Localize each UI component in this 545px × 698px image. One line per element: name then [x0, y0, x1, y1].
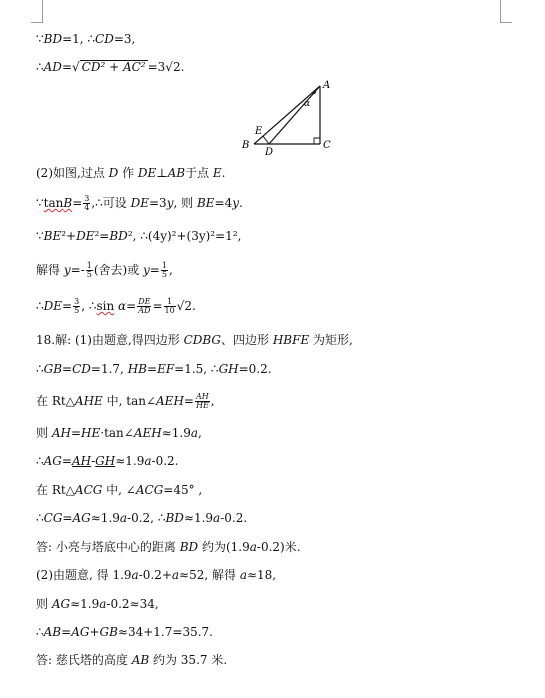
var: EF [157, 362, 175, 376]
var: ACG [74, 483, 103, 497]
line-cg-bd [36, 511, 247, 525]
text: ∵ [36, 196, 44, 210]
text: ∵ [36, 229, 44, 243]
var: DE [137, 166, 157, 180]
label-b: B [242, 140, 250, 151]
text: -0.2. [151, 454, 179, 468]
text: 则 [36, 597, 52, 611]
var: GH [218, 362, 239, 376]
text: ², ∴(4y)²+(3y)²=1², [127, 229, 242, 243]
var: DE [76, 229, 95, 243]
var: a [213, 511, 221, 525]
line-ag-value [36, 597, 159, 611]
text: 中, ∠ [102, 483, 136, 497]
var: DE [130, 196, 149, 210]
var: GB [99, 625, 118, 639]
text: (舍去)或 [93, 263, 144, 277]
denominator: 10 [164, 306, 175, 315]
denominator: 5 [161, 270, 167, 279]
var: B [63, 196, 73, 210]
text: ∴ [36, 362, 44, 376]
var: CG [43, 511, 63, 525]
text: =3 [149, 196, 167, 210]
line-answer-2 [36, 653, 227, 667]
text: √2. [176, 299, 196, 313]
line-ag [36, 454, 178, 468]
text: = [70, 263, 81, 277]
text: -0.2. [220, 511, 248, 525]
denominator: 5 [74, 306, 80, 315]
var: BD [179, 540, 199, 554]
var: AG [51, 597, 71, 611]
fraction [164, 298, 176, 315]
var: AB [43, 625, 62, 639]
text: = [61, 454, 72, 468]
text: ²= [94, 229, 110, 243]
text: ∴ [36, 60, 44, 74]
text: ⊥ [156, 166, 168, 180]
var: a [190, 426, 199, 440]
text: = [126, 299, 137, 313]
text: =1.7, [90, 362, 128, 376]
line-solve-y: 解得 y=- $\frac{1}{5}$ (舍去)或 y= $\frac{1}{5}$ , [36, 261, 173, 279]
text: 作 [118, 166, 138, 180]
segment-de [263, 136, 269, 144]
text: ∴ [36, 625, 44, 639]
line-ah [36, 426, 202, 440]
text: ∴ [36, 511, 44, 525]
line-tan-aeh [36, 393, 215, 410]
var: E [212, 166, 222, 180]
denominator: 4 [84, 203, 90, 212]
radicand: CD² + AC² [81, 60, 146, 74]
text: 解得 [36, 263, 64, 277]
fraction [195, 393, 210, 410]
text: 、四边形 [221, 333, 273, 347]
text: ≈1.9 [115, 454, 145, 468]
text: ≈52, 解得 [179, 568, 240, 582]
var: AH [51, 426, 71, 440]
text: 答: 慈氏塔的高度 [36, 653, 132, 667]
text: ≈1.9 [90, 511, 120, 525]
var: a [171, 568, 180, 582]
var: BE [196, 196, 215, 210]
line-answer-1 [36, 540, 301, 554]
text: 18.解: (1)由题意,得四边形 [36, 333, 184, 347]
var: GH [95, 454, 116, 468]
numerator: 1 [161, 261, 167, 270]
var: a [99, 597, 107, 611]
text: 为矩形, [309, 333, 353, 347]
text: = [62, 511, 73, 525]
var: AHE [74, 394, 103, 408]
var: BD [109, 229, 128, 243]
var: α [118, 299, 127, 313]
text: ∵ [36, 32, 44, 46]
var: AG [43, 454, 62, 468]
var: y [166, 196, 174, 210]
text: - [91, 454, 96, 468]
denominator: 5 [86, 270, 92, 279]
numerator: 1 [86, 261, 92, 270]
text: (2)由题意, 得 1.9 [36, 568, 132, 582]
line-gb-hb [36, 362, 272, 376]
var: y [143, 263, 150, 277]
var: CDBG [183, 333, 222, 347]
text: , [168, 263, 173, 277]
var: CD [72, 362, 91, 376]
fraction [86, 262, 93, 279]
var: a [239, 568, 247, 582]
var: HBFE [272, 333, 310, 347]
text: ∴ [36, 454, 44, 468]
label-e: E [255, 126, 263, 137]
text: -0.2)米. [256, 540, 301, 554]
func: tan [43, 196, 64, 210]
text: -0.2, ∴ [127, 511, 166, 525]
text: 答: 小亮与塔底中心的距离 [36, 540, 180, 554]
text: ∴ [36, 299, 44, 313]
denominator: AD [138, 306, 151, 315]
text: =1, ∴ [62, 32, 96, 46]
text: = [183, 394, 194, 408]
text: + [89, 625, 100, 639]
numerator: 3 [74, 297, 80, 306]
text: =1.5, ∴ [174, 362, 219, 376]
text: 在 Rt△ [36, 394, 75, 408]
text: ≈18, [246, 568, 277, 582]
text: =0.2. [238, 362, 272, 376]
text: 则 [36, 426, 52, 440]
var: a [119, 511, 128, 525]
var: y [232, 196, 239, 210]
text: =3, [113, 32, 136, 46]
var: AB [131, 653, 150, 667]
text: , 则 [173, 196, 197, 210]
text: (2)如图,过点 [36, 166, 109, 180]
line-pythagoras [36, 229, 241, 243]
var: AB [167, 166, 186, 180]
text: ≈34+1.7=35.7. [117, 625, 213, 639]
line-construct-de [36, 166, 226, 180]
page-corner-mark-right [500, 0, 512, 23]
line-sin-alpha [36, 298, 196, 315]
text: = [152, 299, 163, 313]
triangle-figure [232, 78, 342, 158]
numerator: 1 [164, 298, 176, 307]
text: 中, tan∠ [102, 394, 157, 408]
var: AH [71, 454, 92, 468]
segment-ab [254, 86, 320, 144]
fraction [73, 298, 80, 315]
text: =3√2. [147, 60, 185, 74]
fraction [161, 262, 168, 279]
label-a: A [323, 80, 331, 91]
func: sin [96, 299, 115, 313]
text: ²+ [61, 229, 77, 243]
label-d: D [265, 147, 274, 158]
text: = [61, 625, 72, 639]
var: AD [43, 60, 62, 74]
text: = [62, 362, 73, 376]
text: . [239, 196, 243, 210]
fraction [137, 298, 151, 315]
line-18-intro [36, 333, 353, 347]
numerator: 3 [84, 194, 90, 203]
var: y [63, 263, 71, 277]
text: =√ [61, 60, 80, 74]
text: -0.2≈34, [106, 597, 159, 611]
text: = [149, 263, 160, 277]
var: a [249, 540, 257, 554]
text: , [198, 426, 202, 440]
text: , ∴ [81, 299, 97, 313]
var: HE [81, 426, 101, 440]
text: ≈1.9 [161, 426, 191, 440]
text: , [210, 394, 215, 408]
text: = [147, 362, 158, 376]
text: . [221, 166, 226, 180]
segment-ad [269, 86, 320, 144]
numerator: DE [138, 297, 151, 306]
text: ≈1.9 [183, 511, 214, 525]
text: 在 Rt△ [36, 483, 75, 497]
var: HB [127, 362, 147, 376]
var: ACG [135, 483, 164, 497]
line-bd-cd [36, 32, 135, 46]
text: 于点 [185, 166, 213, 180]
label-c: C [323, 140, 331, 151]
var: DE [43, 299, 63, 313]
var: AG [71, 625, 90, 639]
var: CD [95, 32, 114, 46]
var: a [144, 454, 152, 468]
line-solve-a [36, 568, 276, 582]
text: 约为 35.7 米. [149, 653, 228, 667]
var: a [131, 568, 139, 582]
var: GB [43, 362, 63, 376]
numerator: AH [196, 392, 209, 401]
line-ad-result [36, 60, 184, 74]
text: ·tan∠ [100, 426, 134, 440]
right-angle-mark-c [314, 138, 320, 144]
text: ≈1.9 [70, 597, 100, 611]
text: ,∴可设 [91, 196, 131, 210]
text: = [70, 426, 82, 440]
line-acg-angle [36, 483, 202, 497]
page-corner-mark-left [31, 0, 43, 23]
text: 约为(1.9 [198, 540, 250, 554]
var: AEH [133, 426, 162, 440]
fraction [83, 195, 90, 212]
var: BD [43, 32, 63, 46]
var: AEH [156, 394, 184, 408]
var: BE [43, 229, 62, 243]
denominator: HE [195, 401, 209, 410]
var: D [108, 166, 119, 180]
line-tan-b: ∵tanB= $\frac{3}{4}$ ,∴可设 DE=3y, 则 BE=4y. [36, 194, 243, 212]
var: AG [72, 511, 91, 525]
var: BD [165, 511, 184, 525]
text: = [62, 299, 73, 313]
line-ab-value [36, 625, 213, 639]
label-alpha: α [304, 99, 311, 109]
text: =4 [214, 196, 233, 210]
text: =45° , [163, 483, 203, 497]
text: -0.2+ [138, 568, 172, 582]
